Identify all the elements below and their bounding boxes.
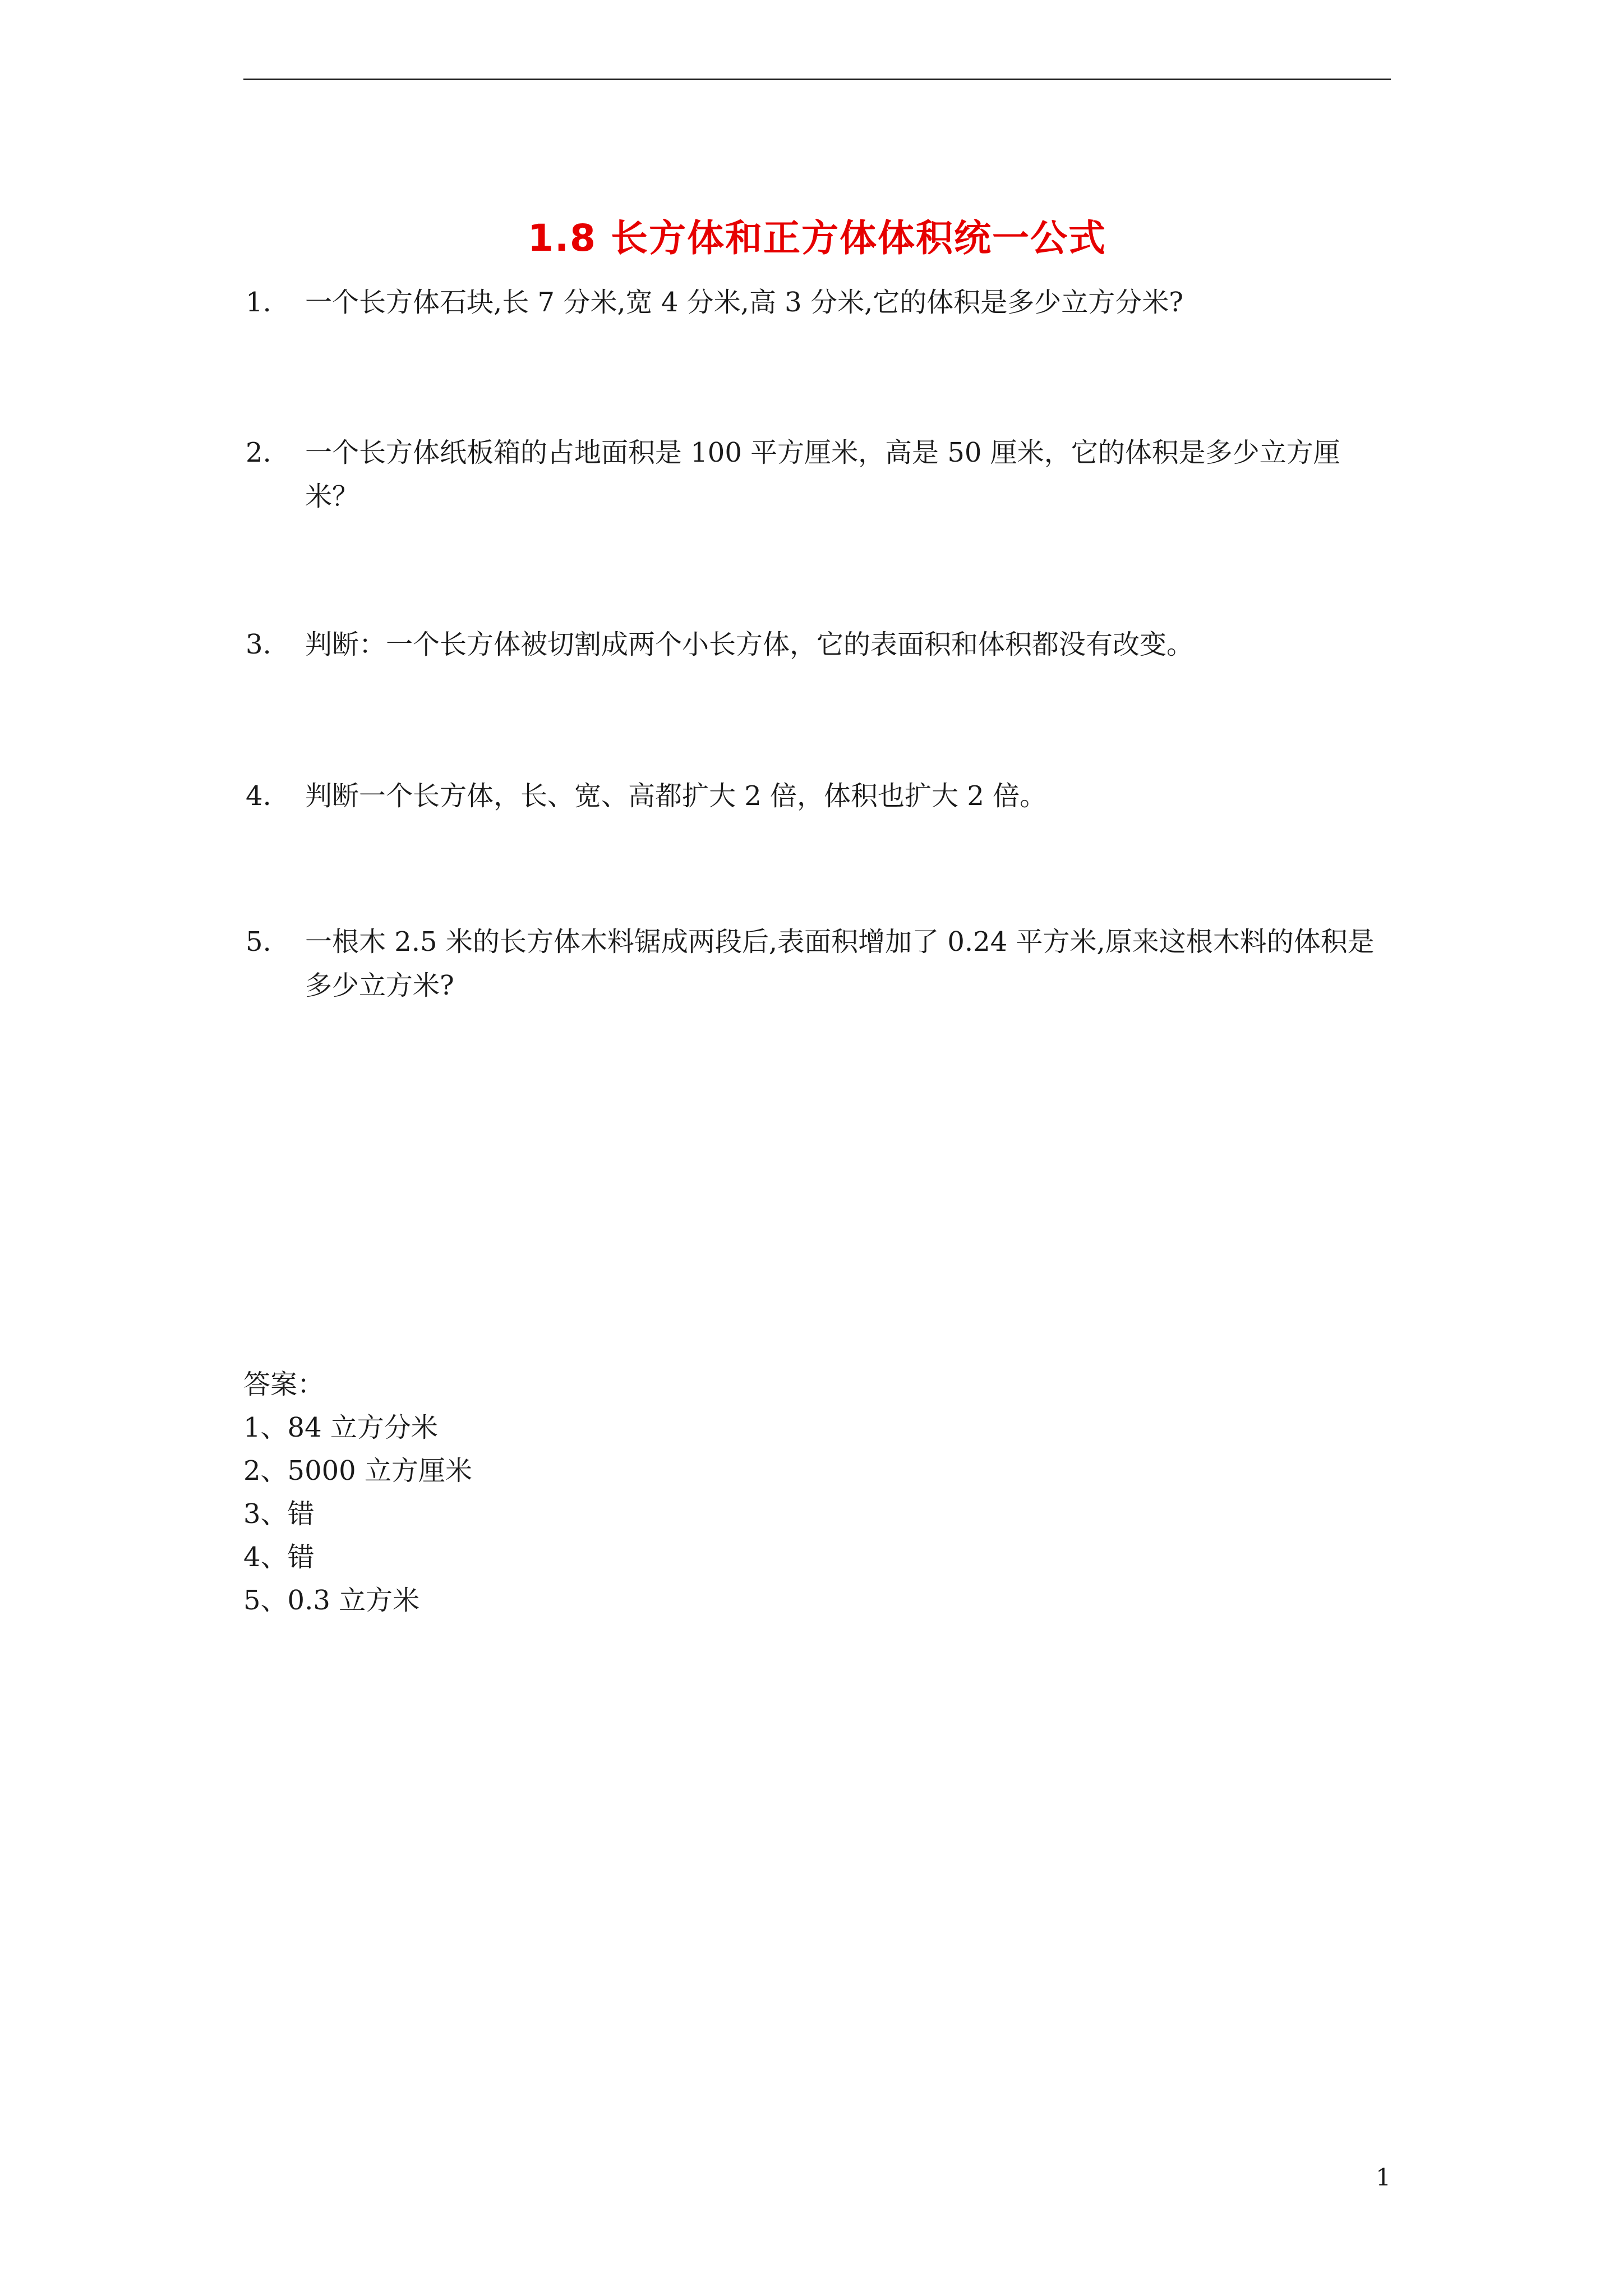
answer-item: 4、错 xyxy=(243,1542,315,1573)
page-number: 1 xyxy=(1376,2164,1391,2191)
question-number: 3. xyxy=(246,629,271,660)
question-number: 1. xyxy=(246,287,271,318)
answer-item: 1、84 立方分米 xyxy=(243,1412,438,1443)
question-text: 一根木 2.5 米的长方体木料锯成两段后,表面积增加了 0.24 平方米,原来这根木料的体积是多少立方米? xyxy=(305,926,1375,1001)
question-number: 2. xyxy=(246,437,271,468)
question-2 xyxy=(243,431,1391,518)
question-3 xyxy=(243,623,1391,666)
question-text: 一个长方体石块,长 7 分米,宽 4 分米,高 3 分米,它的体积是多少立方分米? xyxy=(305,287,1183,318)
question-5 xyxy=(243,920,1391,1007)
question-text: 判断：一个长方体被切割成两个小长方体，它的表面积和体积都没有改变。 xyxy=(305,629,1194,660)
header-rule xyxy=(243,79,1391,80)
answer-item: 5、0.3 立方米 xyxy=(243,1585,420,1616)
question-1 xyxy=(243,280,1391,324)
answer-item: 3、错 xyxy=(243,1498,315,1530)
question-number: 4. xyxy=(246,780,271,812)
question-4 xyxy=(243,774,1391,818)
answer-item: 2、5000 立方厘米 xyxy=(243,1455,472,1487)
question-text: 一个长方体纸板箱的占地面积是 100 平方厘米，高是 50 厘米，它的体积是多少立方厘米？ xyxy=(305,437,1340,512)
page-title: 1.8 长方体和正方体体积统一公式 xyxy=(528,217,1106,260)
answers-section xyxy=(243,1363,472,1622)
question-number: 5. xyxy=(246,926,271,958)
question-text: 判断一个长方体，长、宽、高都扩大 2 倍，体积也扩大 2 倍。 xyxy=(305,780,1047,812)
answers-heading: 答案： xyxy=(243,1369,325,1400)
